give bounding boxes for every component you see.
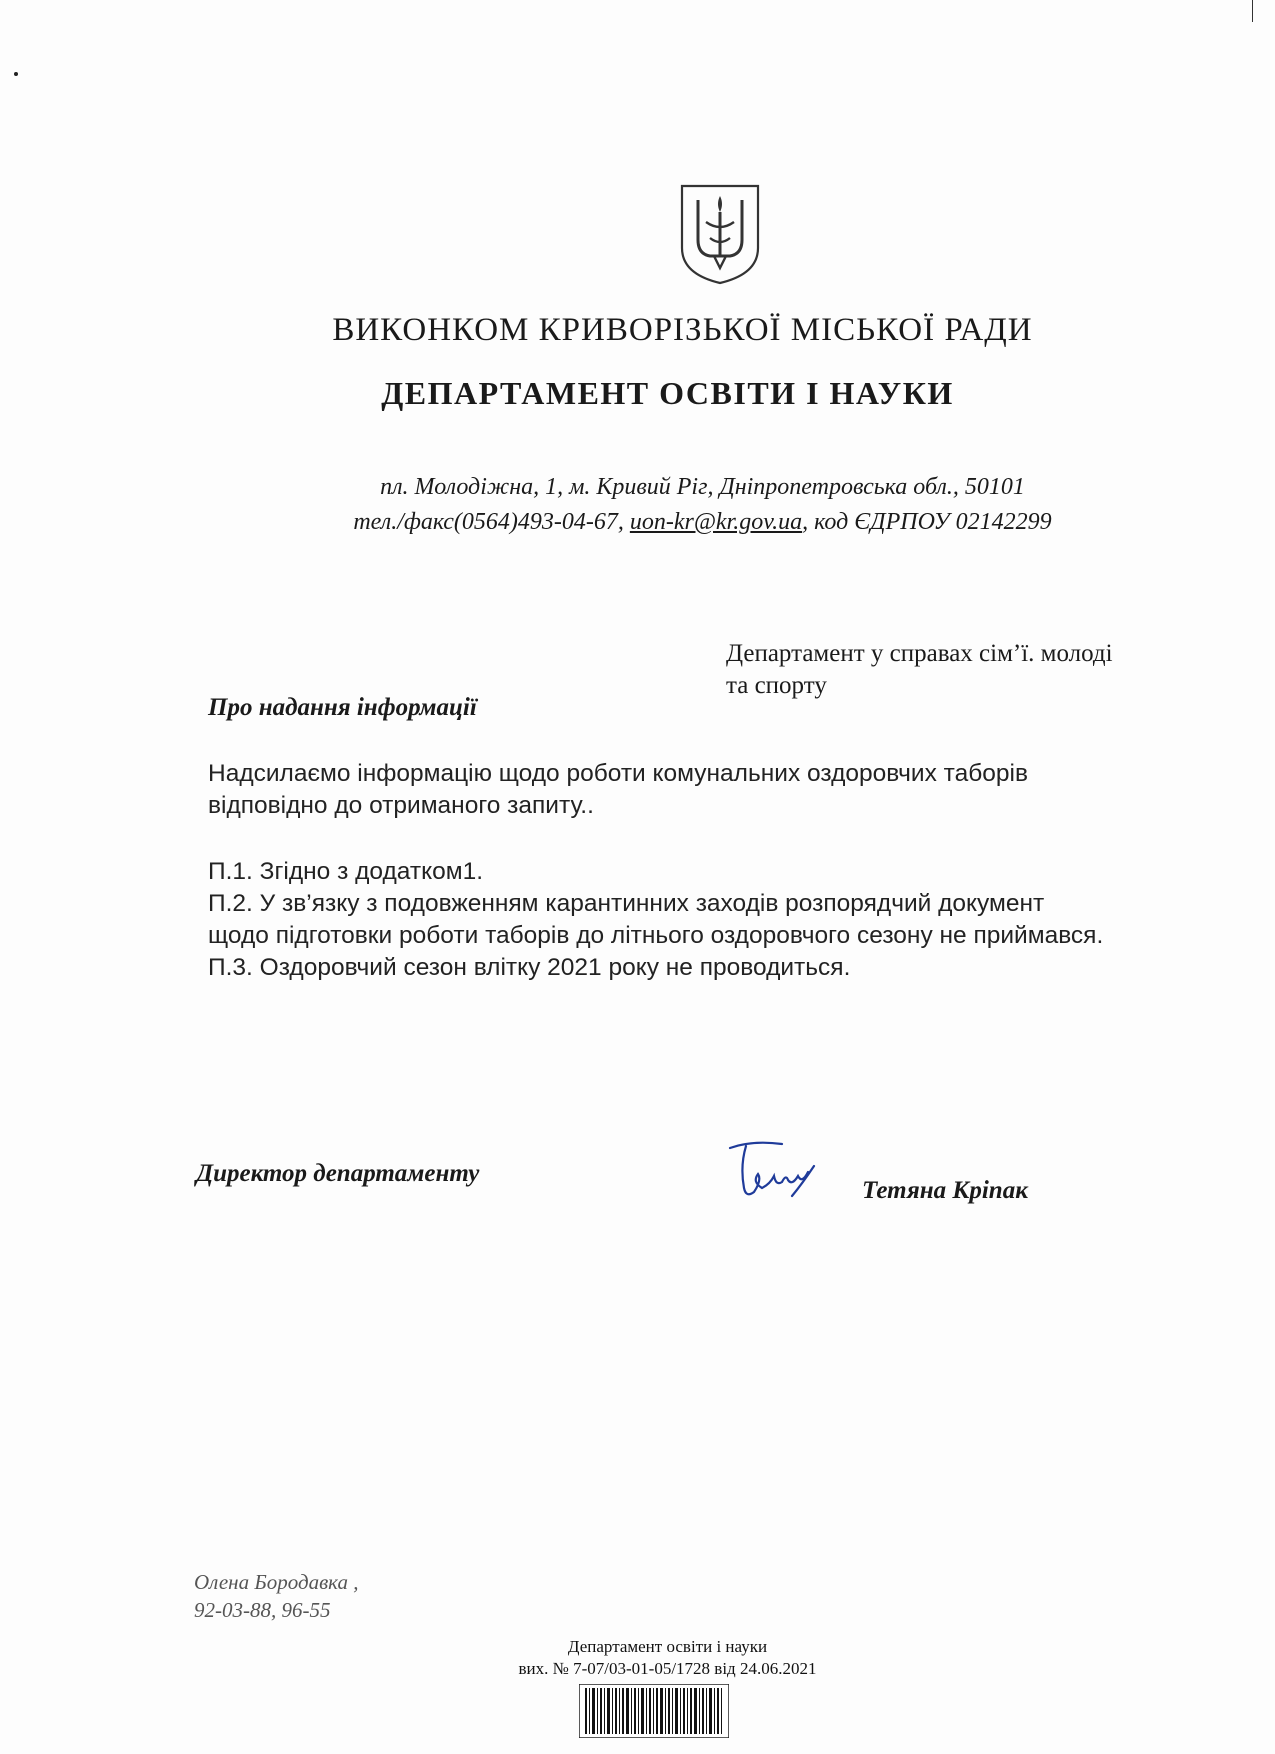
email-link[interactable]: uon-kr@kr.gov.ua <box>629 509 803 535</box>
items-list <box>208 856 1208 984</box>
registration-stamp <box>0 1636 1275 1680</box>
outgoing-number: вих. № 7-07/03-01-05/1728 від 24.06.2021 <box>518 1659 817 1678</box>
barcode-icon <box>579 1684 729 1738</box>
item-2-line-1: П.2. У зв’язку з подовженням карантинних заходів розпорядчий документ <box>208 890 1045 917</box>
executor-name: Олена Бородавка , <box>194 1570 359 1594</box>
intro-paragraph <box>208 758 1208 822</box>
scan-speck <box>14 72 18 76</box>
intro-line-1: Надсилаємо інформацію щодо роботи комунальних оздоровчих таборів <box>208 760 1028 787</box>
letter-subject: Про надання інформації <box>208 694 477 721</box>
phone-fax: тел./факс(0564)493-04-67, <box>353 509 630 535</box>
item-3: П.3. Оздоровчий сезон влітку 2021 року не проводиться. <box>208 954 851 981</box>
item-1: П.1. Згідно з додатком1. <box>208 858 484 885</box>
signer-name: Тетяна Кріпак <box>862 1177 1028 1204</box>
item-2-line-2: щодо підготовки роботи таборів до літнього оздоровчого сезону не приймався. <box>208 922 1104 949</box>
recipient-block <box>726 638 1196 702</box>
scan-edge-mark <box>1252 0 1253 22</box>
handwritten-signature-icon <box>722 1136 822 1206</box>
address-line: пл. Молодіжна, 1, м. Кривий Ріг, Дніпропетровська обл., 50101 <box>380 474 1025 500</box>
organization-title: ВИКОНКОМ КРИВОРІЗЬКОЇ МІСЬКОЇ РАДИ <box>332 312 1033 348</box>
executor-phones: 92-03-88, 96-55 <box>194 1598 331 1622</box>
intro-line-2: відповідно до отриманого запиту.. <box>208 792 594 819</box>
edrpou-code: , код ЄДРПОУ 02142299 <box>802 509 1052 535</box>
contact-line <box>0 509 1275 536</box>
signer-position: Директор департаменту <box>196 1160 480 1187</box>
recipient-line-1: Департамент у справах сім’ї. молоді <box>726 640 1113 667</box>
department-title: ДЕПАРТАМЕНТ ОСВІТИ І НАУКИ <box>381 375 954 411</box>
recipient-line-2: та спорту <box>726 672 827 699</box>
registration-department: Департамент освіти і науки <box>567 1637 768 1656</box>
trident-coat-of-arms-icon <box>676 182 764 286</box>
